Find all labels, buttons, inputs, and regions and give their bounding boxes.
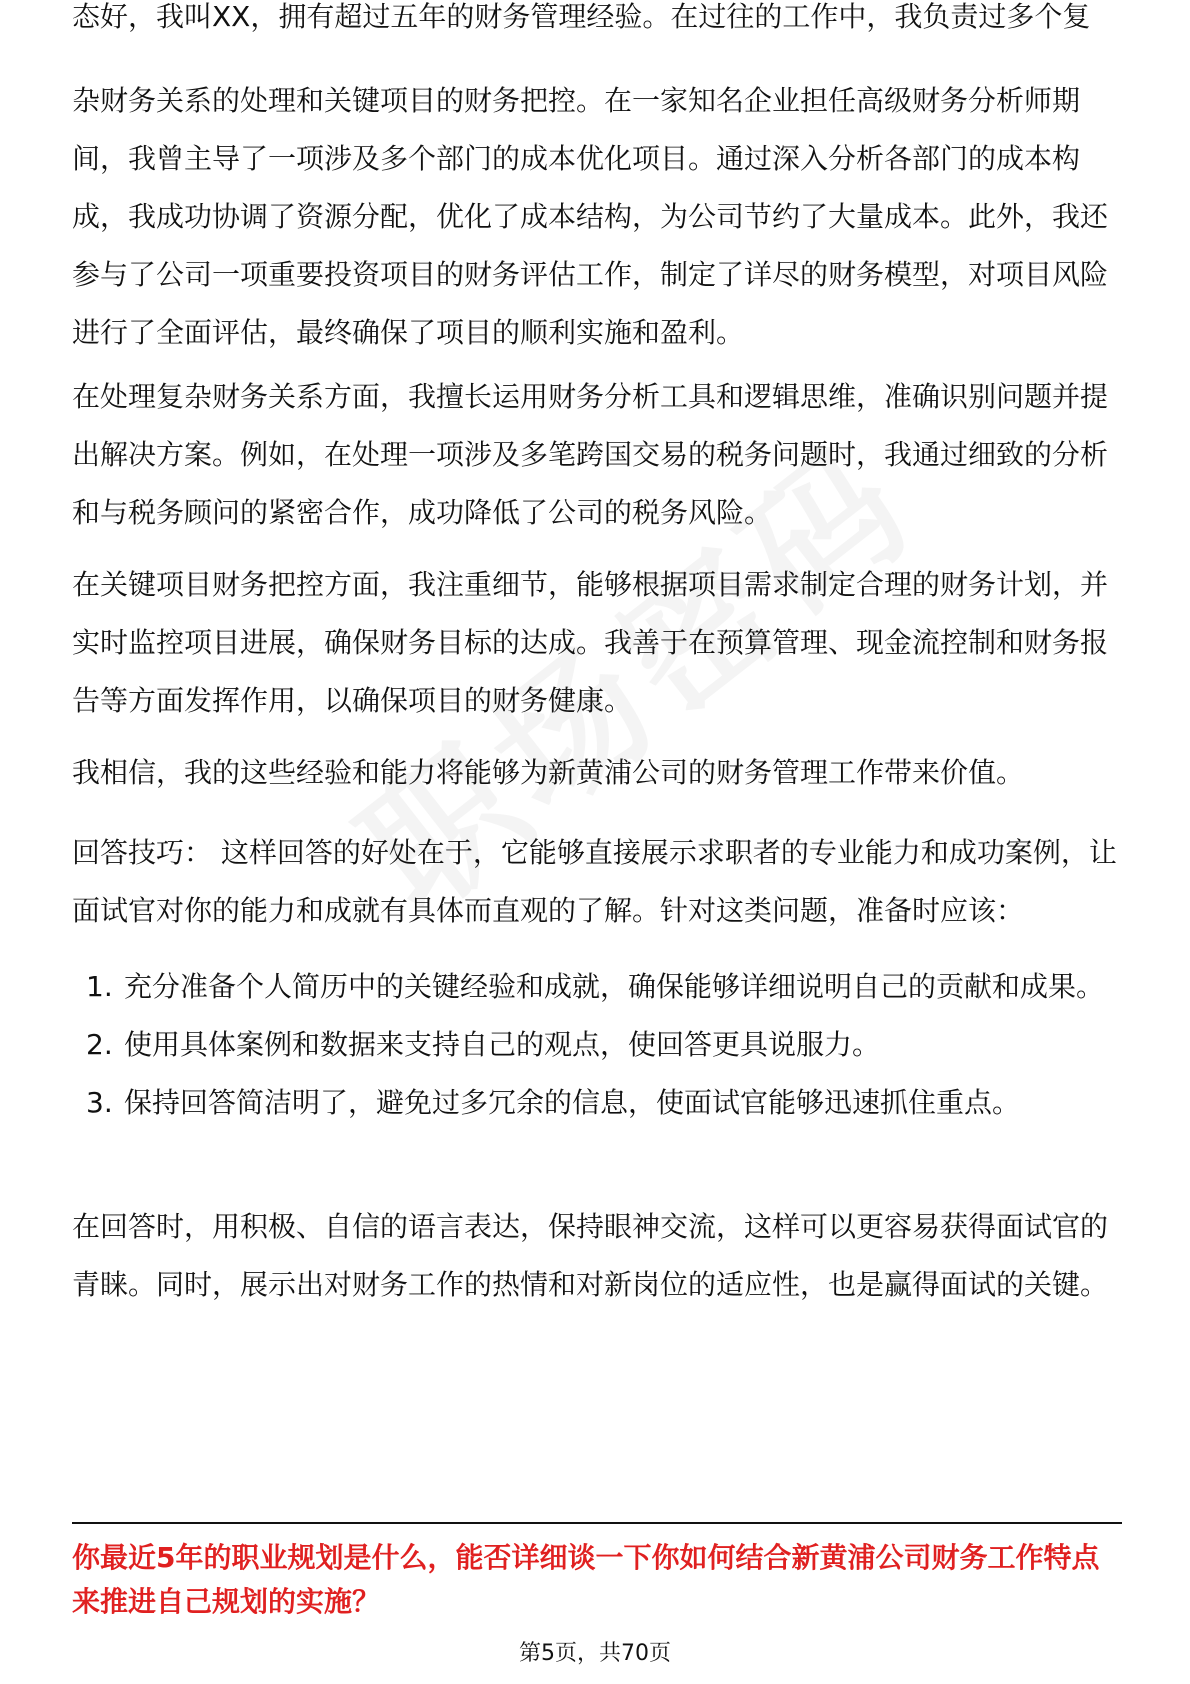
page-number: 第5页，共70页 <box>519 1641 671 1666</box>
list-item-number: 3. <box>86 1086 113 1119</box>
paragraph-closing: 在回答时，用积极、自信的语言表达，保持眼神交流，这样可以更容易获得面试官的青睐。同时，展示出对财务工作的热情和对新岗位的适应性，也是赢得面试的关键。 <box>72 1210 1109 1301</box>
top-partial-line-text: 态好，我叫XX，拥有超过五年的财务管理经验。在过往的工作中，我负责过多个复 <box>72 0 1091 33</box>
paragraph-experience: 杂财务关系的处理和关键项目的财务把控。在一家知名企业担任高级财务分析师期间，我曾主导了一项涉及多个部门的成本优化项目。通过深入分析各部门的成本构成，我成功协调了资源分配，优化了成本结构，为公司节约了大量成本。此外，我还参与了公司一项重要投资项目的财务评估工作，制定了详尽的财务模型，对项目风险进行了全面评估，最终确保了项目的顺利实施和盈利。 <box>72 84 1109 349</box>
next-question-heading: 你最近5年的职业规划是什么，能否详细谈一下你如何结合新黄浦公司财务工作特点来推进自己规划的实施？ <box>72 1541 1100 1618</box>
list-item-text: 充分准备个人简历中的关键经验和成就，确保能够详细说明自己的贡献和成果。 <box>124 970 1105 1003</box>
section-divider <box>72 1522 1122 1524</box>
list-item-text: 保持回答简洁明了，避免过多冗余的信息，使面试官能够迅速抓住重点。 <box>124 1086 1021 1119</box>
list-item <box>72 1074 1122 1132</box>
list-item <box>72 958 1122 1016</box>
top-partial-line <box>72 0 1122 46</box>
paragraph-belief: 我相信，我的这些经验和能力将能够为新黄浦公司的财务管理工作带来价值。 <box>72 756 1025 789</box>
list-item-text: 使用具体案例和数据来支持自己的观点，使回答更具说服力。 <box>124 1028 881 1061</box>
paragraph-key-projects: 在关键项目财务把控方面，我注重细节，能够根据项目需求制定合理的财务计划，并实时监控项目进展，确保财务目标的达成。我善于在预算管理、现金流控制和财务报告等方面发挥作用，以确保项目的财务健康。 <box>72 568 1109 717</box>
list-item-number: 1. <box>86 970 113 1003</box>
paragraph-answer-tips: 回答技巧： 这样回答的好处在于，它能够直接展示求职者的专业能力和成功案例，让面试官对你的能力和成就有具体而直观的了解。针对这类问题，准备时应该： <box>72 836 1117 927</box>
tips-list <box>72 958 1122 1132</box>
list-item <box>72 1016 1122 1074</box>
list-item-number: 2. <box>86 1028 113 1061</box>
paragraph-complex-relations: 在处理复杂财务关系方面，我擅长运用财务分析工具和逻辑思维，准确识别问题并提出解决方案。例如，在处理一项涉及多笔跨国交易的税务问题时，我通过细致的分析和与税务顾问的紧密合作，成功降低了公司的税务风险。 <box>72 380 1109 529</box>
